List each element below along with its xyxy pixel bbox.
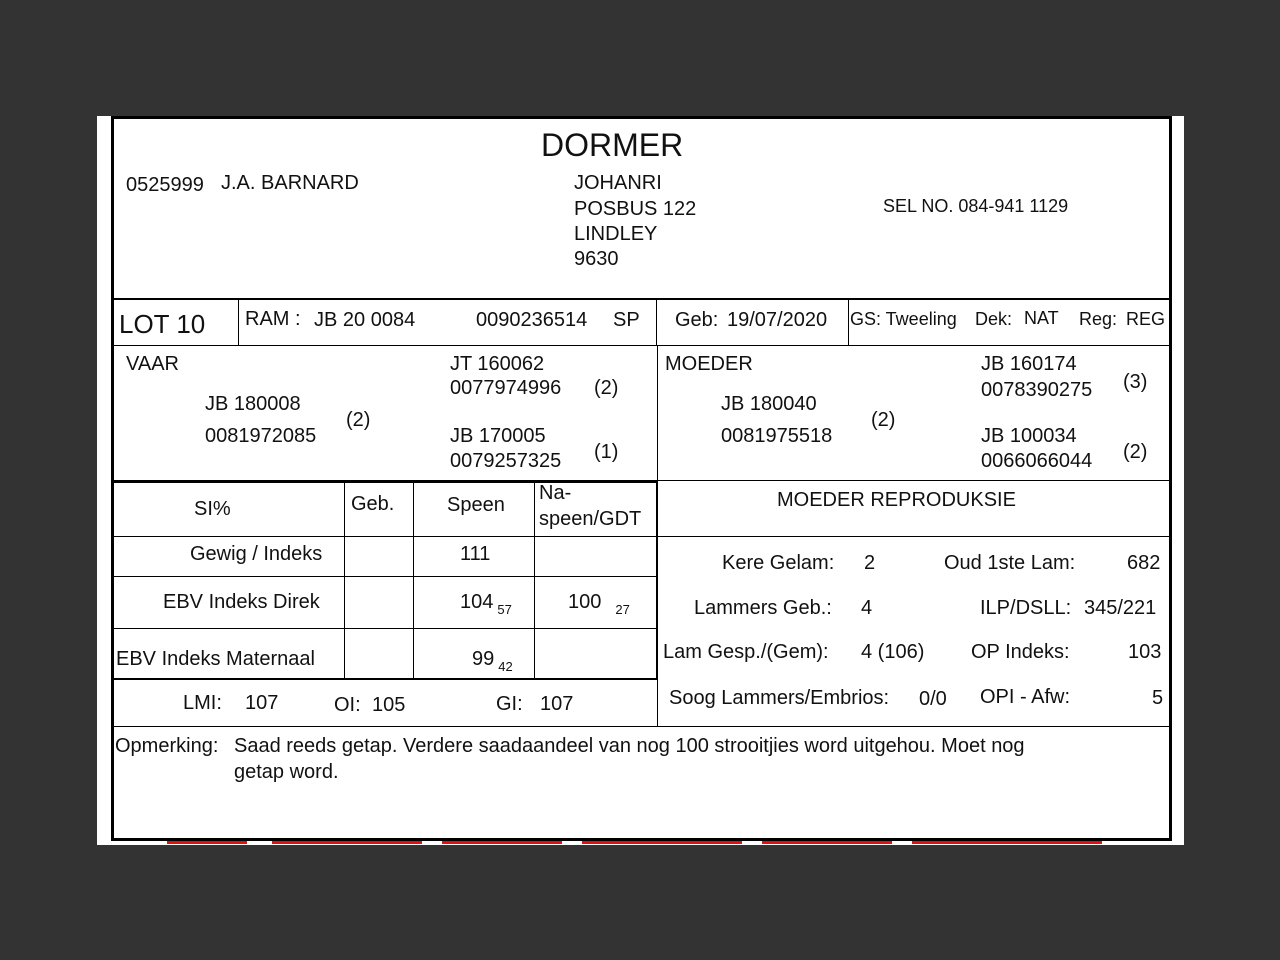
vaar-dam-id: JB 170005 bbox=[450, 425, 546, 447]
si-row-line-2 bbox=[111, 576, 657, 577]
frame-right bbox=[1169, 116, 1172, 840]
frame-left bbox=[111, 116, 114, 840]
gi-label: GI: bbox=[496, 693, 523, 715]
moeder-sire-id: JB 160174 bbox=[981, 353, 1077, 375]
ram-label: RAM : bbox=[245, 308, 301, 330]
vaar-sire-number: 0077974996 bbox=[450, 377, 562, 399]
op-label: OP Indeks: bbox=[971, 641, 1070, 663]
si-header-label: SI% bbox=[194, 498, 231, 520]
vaar-dam-number: 0079257325 bbox=[450, 450, 562, 472]
lammers-label: Lammers Geb.: bbox=[694, 597, 832, 619]
si-row-line-3 bbox=[111, 628, 657, 629]
line-lot-div-2 bbox=[656, 299, 657, 345]
si-naspeen-direk-sub: 27 bbox=[615, 602, 630, 617]
repro-left-line bbox=[657, 481, 658, 727]
repro-title: MOEDER REPRODUKSIE bbox=[777, 489, 1016, 511]
oi-label: OI: bbox=[334, 694, 361, 716]
line-pedigree-mid bbox=[657, 345, 658, 481]
lot-number: LOT 10 bbox=[119, 309, 206, 339]
si-header-naspeen-2: speen/GDT bbox=[539, 508, 642, 530]
si-col-3 bbox=[534, 482, 535, 680]
si-speen-direk-sub: 57 bbox=[497, 602, 512, 617]
moeder-sire-count: (3) bbox=[1123, 371, 1148, 393]
moeder-dam-id: JB 100034 bbox=[981, 425, 1077, 447]
reg-value: REG bbox=[1126, 309, 1166, 329]
vaar-dam-count: (1) bbox=[594, 441, 619, 463]
address-line-2: POSBUS 122 bbox=[574, 198, 697, 220]
si-speen-direk-value: 104 bbox=[460, 591, 494, 613]
vaar-sire-count: (2) bbox=[594, 377, 619, 399]
si-naspeen-direk-value: 100 bbox=[568, 591, 602, 613]
moeder-dam-number: 0066066044 bbox=[981, 450, 1093, 472]
breed-title: DORMER bbox=[541, 127, 684, 163]
lammers-value: 4 bbox=[861, 597, 873, 619]
address-line-4: 9630 bbox=[574, 248, 619, 270]
soog-label: Soog Lammers/Embrios: bbox=[669, 687, 890, 709]
lmi-value: 107 bbox=[245, 692, 279, 714]
soog-value: 0/0 bbox=[919, 688, 947, 710]
moeder-count: (2) bbox=[871, 409, 896, 431]
oud-label: Oud 1ste Lam: bbox=[944, 552, 1076, 574]
vaar-id: JB 180008 bbox=[205, 393, 301, 415]
lot-card bbox=[97, 116, 1184, 845]
frame-top bbox=[111, 116, 1172, 119]
si-col-1 bbox=[344, 482, 345, 680]
si-row-label-direk: EBV Indeks Direk bbox=[163, 591, 320, 613]
kere-value: 2 bbox=[864, 552, 876, 574]
ilp-value: 345/221 bbox=[1084, 597, 1157, 619]
si-speen-maternaal-value: 99 bbox=[472, 648, 495, 670]
si-speen-maternaal-sub: 42 bbox=[498, 659, 513, 674]
bottom-section-line bbox=[111, 726, 1172, 727]
line-lot-bottom bbox=[111, 345, 1172, 346]
remark-label: Opmerking: bbox=[115, 735, 219, 757]
si-header-geb: Geb. bbox=[351, 493, 395, 515]
ram-grade: SP bbox=[613, 309, 640, 331]
opi-label: OPI - Afw: bbox=[980, 686, 1071, 708]
sel-number: SEL NO. 084-941 1129 bbox=[883, 196, 1069, 216]
gs-value: GS: Tweeling bbox=[850, 309, 957, 329]
ilp-label: ILP/DSLL: bbox=[980, 597, 1072, 619]
lamgesp-value: 4 (106) bbox=[861, 641, 925, 663]
oi-value: 105 bbox=[372, 694, 406, 716]
ram-number: 0090236514 bbox=[476, 309, 588, 331]
si-row-label-maternaal: EBV Indeks Maternaal bbox=[116, 648, 315, 670]
si-header-speen: Speen bbox=[447, 494, 505, 516]
si-row-speen-weight: 111 bbox=[460, 543, 491, 565]
remark-line-2: getap word. bbox=[234, 761, 339, 783]
si-row-label-weight: Gewig / Indeks bbox=[190, 543, 323, 565]
vaar-label: VAAR bbox=[126, 353, 179, 375]
lmi-label: LMI: bbox=[183, 692, 222, 714]
dek-label: Dek: bbox=[975, 309, 1013, 329]
si-row-line-1 bbox=[111, 536, 657, 537]
address-line-1: JOHANRI bbox=[574, 172, 662, 194]
vaar-sire-id: JT 160062 bbox=[450, 353, 545, 375]
lamgesp-label: Lam Gesp./(Gem): bbox=[663, 641, 829, 663]
si-header-naspeen-1: Na- bbox=[539, 482, 572, 504]
moeder-dam-count: (2) bbox=[1123, 441, 1148, 463]
op-value: 103 bbox=[1128, 641, 1162, 663]
kere-label: Kere Gelam: bbox=[722, 552, 835, 574]
oud-value: 682 bbox=[1127, 552, 1161, 574]
line-lot-top bbox=[111, 298, 1172, 300]
moeder-number: 0081975518 bbox=[721, 425, 833, 447]
reg-label: Reg: bbox=[1079, 309, 1118, 329]
vaar-count: (2) bbox=[346, 409, 371, 431]
dek-value: NAT bbox=[1024, 308, 1059, 328]
si-row-speen-maternaal bbox=[472, 648, 513, 672]
vaar-number: 0081972085 bbox=[205, 425, 317, 447]
opi-value: 5 bbox=[1152, 687, 1164, 709]
si-row-naspeen-direk bbox=[568, 591, 630, 615]
line-lot-div-3 bbox=[848, 299, 849, 345]
ram-id: JB 20 0084 bbox=[314, 309, 416, 331]
repro-header-line bbox=[657, 536, 1172, 537]
si-row-speen-direk bbox=[460, 591, 512, 615]
si-col-2 bbox=[413, 482, 414, 680]
gi-value: 107 bbox=[540, 693, 574, 715]
footer-cutoff-text bbox=[157, 838, 1117, 845]
si-table-bottom bbox=[111, 678, 657, 680]
moeder-id: JB 180040 bbox=[721, 393, 817, 415]
moeder-label: MOEDER bbox=[665, 353, 753, 375]
owner-name: J.A. BARNARD bbox=[221, 172, 359, 194]
address-line-3: LINDLEY bbox=[574, 223, 658, 245]
moeder-sire-number: 0078390275 bbox=[981, 379, 1093, 401]
birth-label: Geb: bbox=[675, 309, 719, 331]
birth-date: 19/07/2020 bbox=[727, 309, 828, 331]
member-number: 0525999 bbox=[126, 174, 204, 196]
si-table-top bbox=[111, 481, 657, 483]
remark-line-1: Saad reeds getap. Verdere saadaandeel van nog 100 strooitjies word uitgehou. Moet nog bbox=[234, 735, 1025, 757]
line-lot-div-1 bbox=[238, 299, 239, 345]
